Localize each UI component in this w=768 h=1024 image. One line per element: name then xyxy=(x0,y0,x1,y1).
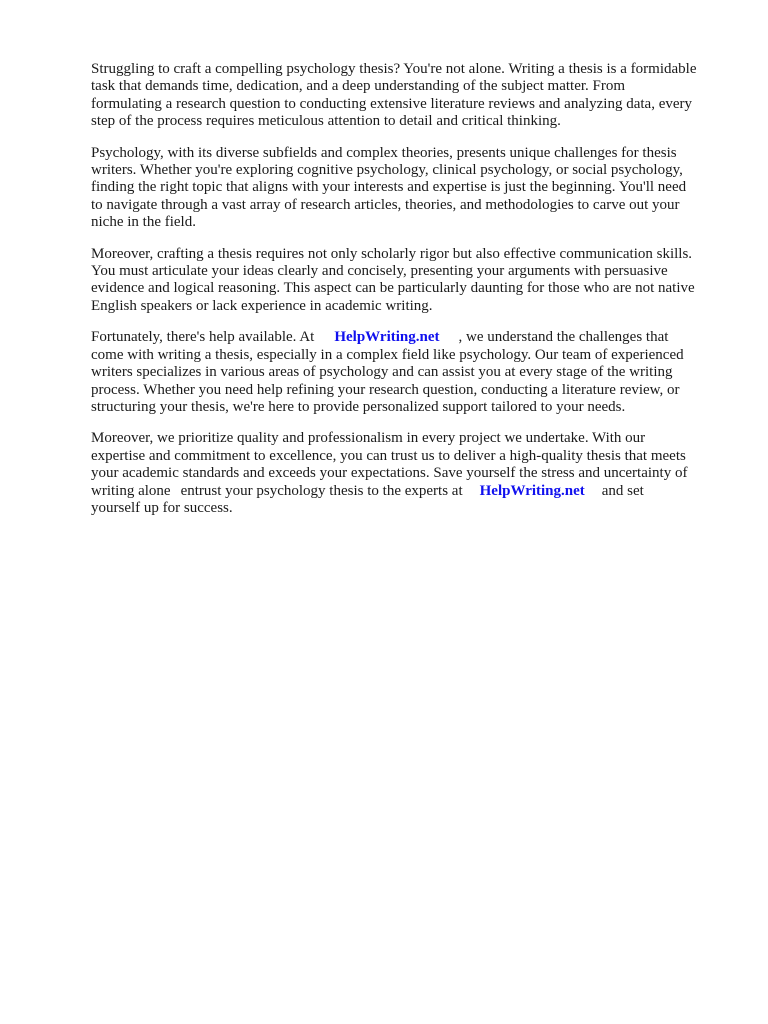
paragraph-3 xyxy=(91,246,731,316)
paragraph-1 xyxy=(91,61,731,131)
text-line: process. Whether you need help refining your research question, conducting a literature review, or xyxy=(91,381,680,398)
text-line: to navigate through a vast array of research articles, theories, and methodologies to carve out your xyxy=(91,196,680,213)
text-line: Moreover, we prioritize quality and professionalism in every project we undertake. With our xyxy=(91,430,646,447)
text-line: come with writing a thesis, especially in a complex field like psychology. Our team of experienced xyxy=(91,346,684,363)
text-line: expertise and commitment to excellence, you can trust us to deliver a high-quality thesis that meets xyxy=(91,447,686,464)
text-fragment: , we understand the challenges that xyxy=(458,329,669,346)
text-line: formulating a research question to conducting extensive literature reviews and analyzing data, every xyxy=(91,95,693,112)
text-line: writers specializes in various areas of psychology and can assist you at every stage of the writing xyxy=(91,364,673,381)
text-line: finding the right topic that aligns with your interests and expertise is just the beginning. You'll need xyxy=(91,179,687,196)
text-line: evidence and logical reasoning. This aspect can be particularly daunting for those who are not native xyxy=(91,280,695,297)
text-fragment: entrust your psychology thesis to the experts at xyxy=(180,482,463,499)
text-fragment: Fortunately, there's help available. At xyxy=(91,329,315,346)
text-fragment: writing alone xyxy=(91,482,171,499)
helpwriting-link[interactable]: HelpWriting.net xyxy=(479,482,585,499)
text-line: Psychology, with its diverse subfields and complex theories, presents unique challenges for thesis xyxy=(91,144,677,161)
text-line: structuring your thesis, we're here to provide personalized support tailored to your needs. xyxy=(91,398,626,415)
paragraph-5 xyxy=(91,430,731,517)
paragraph-2 xyxy=(91,145,731,232)
text-line: yourself up for success. xyxy=(91,499,233,516)
text-line: niche in the field. xyxy=(91,214,196,231)
text-line: step of the process requires meticulous attention to detail and critical thinking. xyxy=(91,113,561,130)
text-line: task that demands time, dedication, and a deep understanding of the subject matter. From xyxy=(91,78,626,95)
document-page xyxy=(91,61,731,531)
helpwriting-link[interactable]: HelpWriting.net xyxy=(334,329,440,346)
text-line: You must articulate your ideas clearly and concisely, presenting your arguments with persuasive xyxy=(91,263,668,280)
text-fragment: and set xyxy=(601,482,644,499)
text-line: Struggling to craft a compelling psychology thesis? You're not alone. Writing a thesis is a formidable xyxy=(91,61,697,77)
text-line xyxy=(91,329,731,346)
text-line: English speakers or lack experience in academic writing. xyxy=(91,297,433,314)
paragraph-4 xyxy=(91,329,731,416)
text-line: Moreover, crafting a thesis requires not only scholarly rigor but also effective communication skills. xyxy=(91,245,693,262)
text-line xyxy=(91,483,731,500)
text-line: your academic standards and exceeds your expectations. Save yourself the stress and uncertainty of xyxy=(91,465,688,482)
text-line: writers. Whether you're exploring cognitive psychology, clinical psychology, or social psychology, xyxy=(91,162,683,179)
